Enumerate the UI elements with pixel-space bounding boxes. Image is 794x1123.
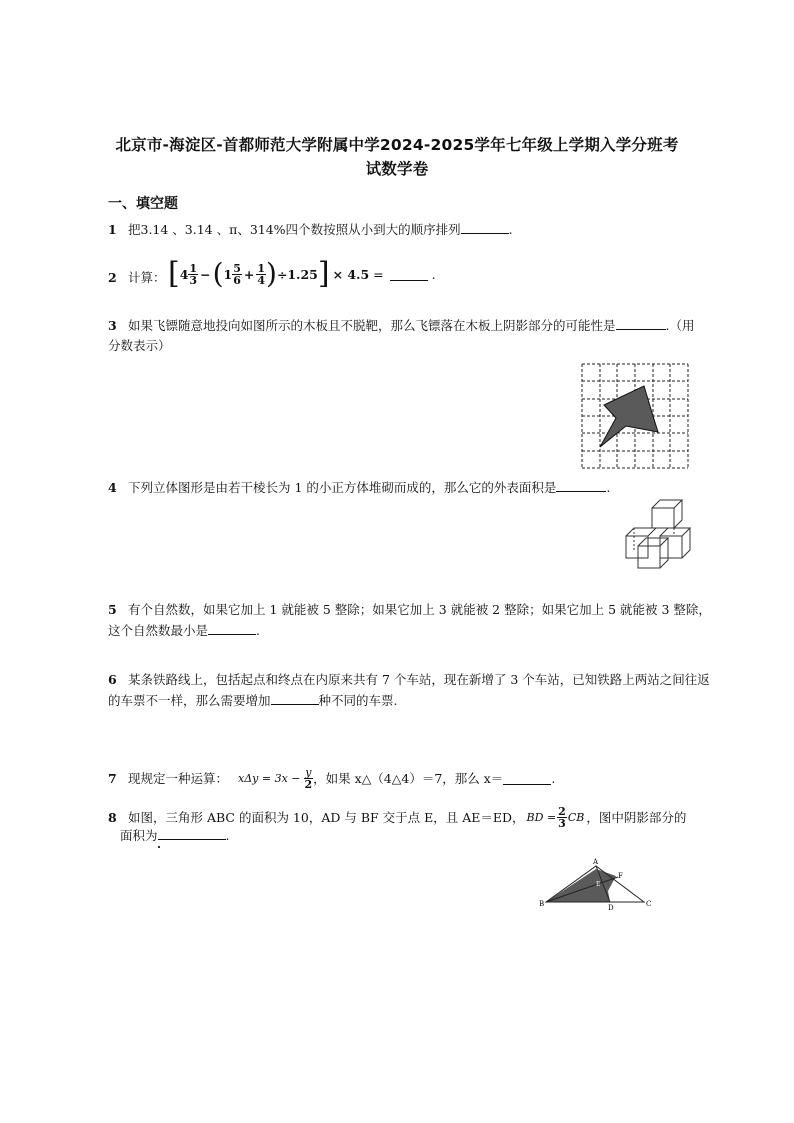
stray-dot xyxy=(158,846,160,848)
q7-den: 2 xyxy=(304,778,313,791)
q8-den: 3 xyxy=(558,817,566,830)
question-3 xyxy=(108,316,695,336)
answer-blank[interactable] xyxy=(616,317,666,330)
answer-blank[interactable] xyxy=(390,268,428,281)
question-text: 下列立体图形是由若干棱长为 1 的小正方体堆砌而成的，那么它的外表面积是 xyxy=(128,480,557,495)
question-4 xyxy=(108,478,610,498)
question-text: 某条铁路线上，包括起点和终点在内原来共有 7 个车站，现在新增了 3 个车站，已知铁路上两站之间往返 xyxy=(128,672,710,687)
question-end: . xyxy=(606,480,611,495)
question-prefix: 现规定一种运算： xyxy=(128,770,229,786)
q7-num: y xyxy=(305,766,312,779)
answer-blank[interactable] xyxy=(208,622,256,635)
question-number: 5 xyxy=(108,602,117,617)
q2-whole2: 1 xyxy=(223,266,233,282)
answer-blank[interactable] xyxy=(271,692,319,705)
question-end: . xyxy=(256,623,260,638)
question-end: 种不同的车票. xyxy=(318,693,398,708)
q8-num: 2 xyxy=(558,805,566,818)
question-end: . xyxy=(431,266,436,282)
question-number: 4 xyxy=(108,480,117,495)
question-number: 1 xyxy=(108,222,117,237)
question-5 xyxy=(108,600,711,620)
question-text-line2: 面积为 xyxy=(120,828,158,843)
q2-den1: 3 xyxy=(189,273,198,287)
q8-lhs: BD = xyxy=(526,810,557,824)
page-title-line2: 试数学卷 xyxy=(365,160,429,178)
q8-rhs: CB xyxy=(567,810,585,824)
question-5-line2 xyxy=(108,621,260,641)
question-end: . xyxy=(508,222,513,237)
q2-den2: 6 xyxy=(233,273,241,287)
section-heading: 一、填空题 xyxy=(108,196,178,212)
cube xyxy=(652,508,674,528)
question-number: 6 xyxy=(108,672,117,687)
label-f: F xyxy=(618,872,623,880)
cube-stack-figure xyxy=(620,496,692,576)
question-text: 把3.14 、3.14̇ 、π、314%四个数按照从小到大的顺序排列 xyxy=(128,222,461,237)
answer-blank[interactable] xyxy=(158,827,226,840)
question-2 xyxy=(108,268,166,288)
question-7 xyxy=(108,767,555,790)
q2-whole: 4 xyxy=(179,266,189,282)
question-number: 7 xyxy=(108,770,117,786)
label-a: A xyxy=(593,858,599,866)
label-d: D xyxy=(608,904,614,912)
q2-times: × 4.5 xyxy=(332,266,370,282)
question-number: 2 xyxy=(108,270,117,285)
question-6-line2 xyxy=(108,691,398,711)
question-middle: ，如果 x△（4△4）＝7，那么 x＝ xyxy=(313,770,504,786)
question-number: 8 xyxy=(108,809,117,825)
question-prefix: 如图，三角形 ABC 的面积为 10，AD 与 BF 交于点 E，且 AE＝ED， xyxy=(128,809,525,825)
question-8-line2 xyxy=(120,826,230,846)
question-text-line2: 的车票不一样，那么需要增加 xyxy=(108,693,271,708)
question-number: 3 xyxy=(108,318,117,333)
question-end: .（用 xyxy=(665,318,695,333)
label-e: E xyxy=(596,881,601,888)
q2-num2: 5 xyxy=(233,261,241,275)
q2-num1: 1 xyxy=(189,261,198,275)
q2-den3: 4 xyxy=(257,273,265,287)
q2-num3: 1 xyxy=(257,261,265,275)
question-1 xyxy=(108,220,513,240)
label-b: B xyxy=(539,900,545,908)
question-text-line2: 这个自然数最小是 xyxy=(108,623,209,638)
page-title: 北京市-海淀区-首都师范大学附属中学2024-2025学年七年级上学期入学分班考 xyxy=(115,136,679,154)
q2-expression: [ 4 $\frac{1}{3}$ − ( 1 $\frac{5}{6}$ + $\frac{1}{4}$ ) ÷1.25 ] × 4.5 = . xyxy=(168,256,436,291)
q7-lhs: xΔy = 3x − xyxy=(238,771,301,785)
label-c: C xyxy=(646,900,652,908)
triangle-figure xyxy=(538,858,654,910)
q7-formula xyxy=(238,767,313,790)
question-prefix: 计算： xyxy=(128,270,166,285)
question-text: 有个自然数，如果它加上 1 就能被 5 整除；如果它加上 3 就能被 2 整除；如果它加上 5 就能被 3 整除， xyxy=(128,602,711,617)
question-end: . xyxy=(225,828,230,843)
question-suffix: ，图中阴影部分的 xyxy=(586,809,687,825)
dartboard-figure xyxy=(582,364,688,468)
q2-div: ÷1.25 xyxy=(276,266,318,282)
question-3-line2: 分数表示） xyxy=(108,338,171,353)
answer-blank[interactable] xyxy=(556,479,606,492)
question-6 xyxy=(108,670,710,690)
answer-blank[interactable] xyxy=(461,221,509,234)
cube xyxy=(660,536,682,558)
q2-equals: = xyxy=(373,266,384,282)
q8-formula xyxy=(527,806,585,829)
question-text: 如果飞镖随意地投向如图所示的木板且不脱靶，那么飞镖落在木板上阴影部分的可能性是 xyxy=(128,318,616,333)
question-end: . xyxy=(551,770,556,786)
cube xyxy=(638,546,660,568)
answer-blank[interactable] xyxy=(503,772,551,785)
